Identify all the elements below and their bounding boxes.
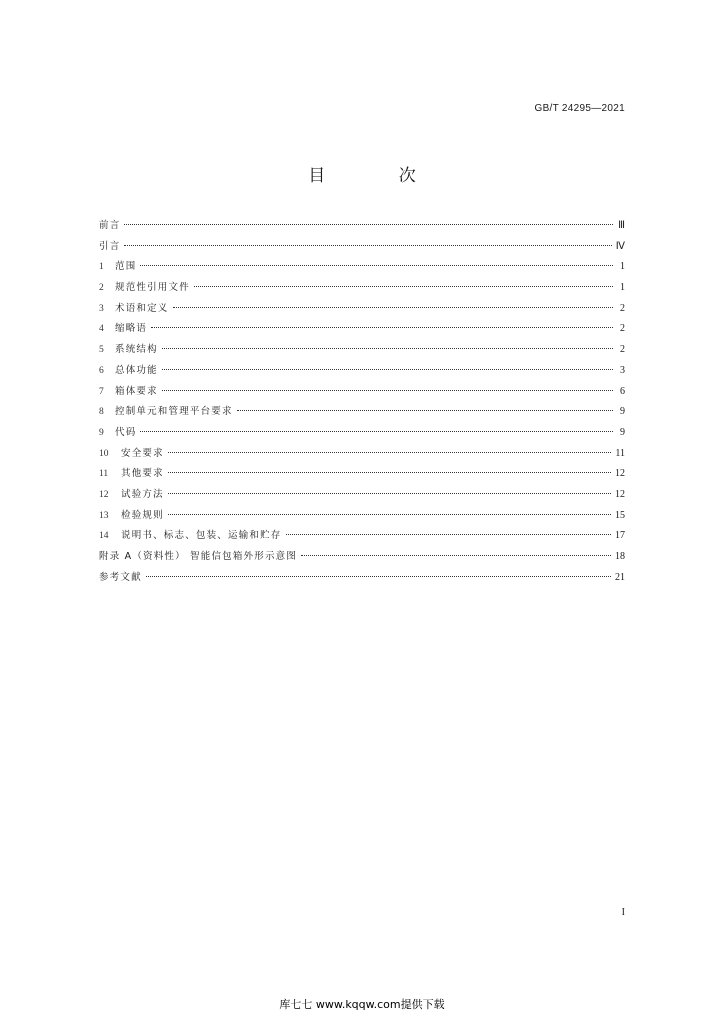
toc-entry-14[interactable] [99,526,625,547]
toc-leader-dots [168,452,612,453]
toc-entry-4[interactable] [99,319,625,340]
toc-leader-dots [173,307,613,308]
toc-leader-dots [140,265,613,266]
toc-entry-label: 参考文献 [99,571,142,583]
toc-leader-dots [168,472,611,473]
toc-entry-page: 1 [620,282,625,294]
toc-entry-label: 其他要求 [121,468,164,480]
toc-entry-page: 9 [620,426,625,438]
toc-leader-dots [286,534,611,535]
toc-entry-introduction[interactable] [99,237,625,258]
toc-entry-page: 6 [620,385,625,397]
toc-entry-number: 12 [99,489,109,500]
toc-entry-label: 引言 [99,240,121,252]
toc-entry-label: 安全要求 [121,447,164,459]
toc-entry-page: 12 [615,468,625,480]
toc-entry-annex-a[interactable] [99,547,625,568]
toc-entry-label: 检验规则 [121,509,164,521]
toc-entry-label: 代码 [115,426,137,438]
toc-leader-dots [162,369,613,370]
download-credit: 库七七 www.kqqw.com提供下载 [279,998,445,1011]
toc-entry-page: 21 [615,571,625,583]
toc-entry-page: 2 [620,323,625,335]
toc-entry-page: 1 [620,261,625,273]
toc-entry-label: 说明书、标志、包装、运输和贮存 [121,530,282,542]
toc-leader-dots [237,410,613,411]
toc-entry-number: 14 [99,531,109,542]
toc-entry-page: Ⅳ [615,240,625,252]
toc-entry-number: 9 [99,427,104,438]
toc-entry-number: 4 [99,324,104,335]
toc-entry-number: 1 [99,262,104,273]
toc-entry-9[interactable] [99,423,625,444]
toc-entry-label: 前言 [99,220,121,231]
toc-entry-label: 控制单元和管理平台要求 [115,406,233,418]
toc-entry-page: 2 [620,344,625,356]
toc-entry-page: 12 [615,488,625,500]
toc-entry-label: 缩略语 [115,323,148,335]
page-number: I [621,907,625,918]
toc-entry-label: 附录 A（资料性） 智能信包箱外形示意图 [99,551,298,562]
toc-entry-page: 3 [620,364,625,376]
toc-entry-label: 总体功能 [115,364,158,376]
toc-entry-3[interactable] [99,299,625,320]
toc-entry-number: 8 [99,407,104,418]
toc-entry-13[interactable] [99,506,625,527]
toc-leader-dots [162,390,613,391]
toc-entry-8[interactable] [99,402,625,423]
table-of-contents [99,216,625,588]
toc-leader-dots [301,555,611,556]
toc-entry-label: 术语和定义 [115,302,169,314]
toc-entry-number: 13 [99,510,109,521]
toc-entry-label: 范围 [115,261,137,273]
toc-entry-11[interactable] [99,464,625,485]
toc-entry-number: 5 [99,345,104,356]
toc-leader-dots [140,431,613,432]
toc-entry-page: 17 [615,530,625,542]
toc-leader-dots [194,286,613,287]
toc-entry-label: 系统结构 [115,344,158,356]
toc-entry-1[interactable] [99,257,625,278]
toc-entry-label: 试验方法 [121,488,164,500]
toc-entry-number: 11 [99,469,109,480]
toc-entry-7[interactable] [99,382,625,403]
toc-entry-2[interactable] [99,278,625,299]
toc-leader-dots [124,245,611,246]
toc-entry-5[interactable] [99,340,625,361]
toc-leader-dots [146,576,611,577]
standard-code: GB/T 24295—2021 [534,103,625,114]
toc-entry-page: 18 [615,551,625,562]
toc-entry-number: 2 [99,283,104,294]
toc-entry-12[interactable] [99,485,625,506]
toc-entry-bibliography[interactable] [99,568,625,589]
toc-entry-label: 规范性引用文件 [115,282,190,294]
toc-entry-number: 10 [99,448,109,459]
toc-entry-number: 3 [99,303,104,314]
toc-leader-dots [151,327,613,328]
toc-title: 目 次 [308,166,450,186]
toc-entry-page: 15 [615,509,625,521]
toc-entry-page: Ⅲ [618,220,625,231]
toc-entry-foreword[interactable] [99,216,625,237]
toc-entry-number: 6 [99,365,104,376]
toc-entry-label: 箱体要求 [115,385,158,397]
toc-leader-dots [168,514,611,515]
toc-leader-dots [124,224,613,225]
toc-entry-page: 9 [620,406,625,418]
toc-leader-dots [162,348,613,349]
toc-entry-10[interactable] [99,444,625,465]
toc-leader-dots [168,493,611,494]
toc-entry-page: 2 [620,302,625,314]
toc-entry-number: 7 [99,386,104,397]
toc-entry-page: 11 [615,447,625,459]
toc-entry-6[interactable] [99,361,625,382]
